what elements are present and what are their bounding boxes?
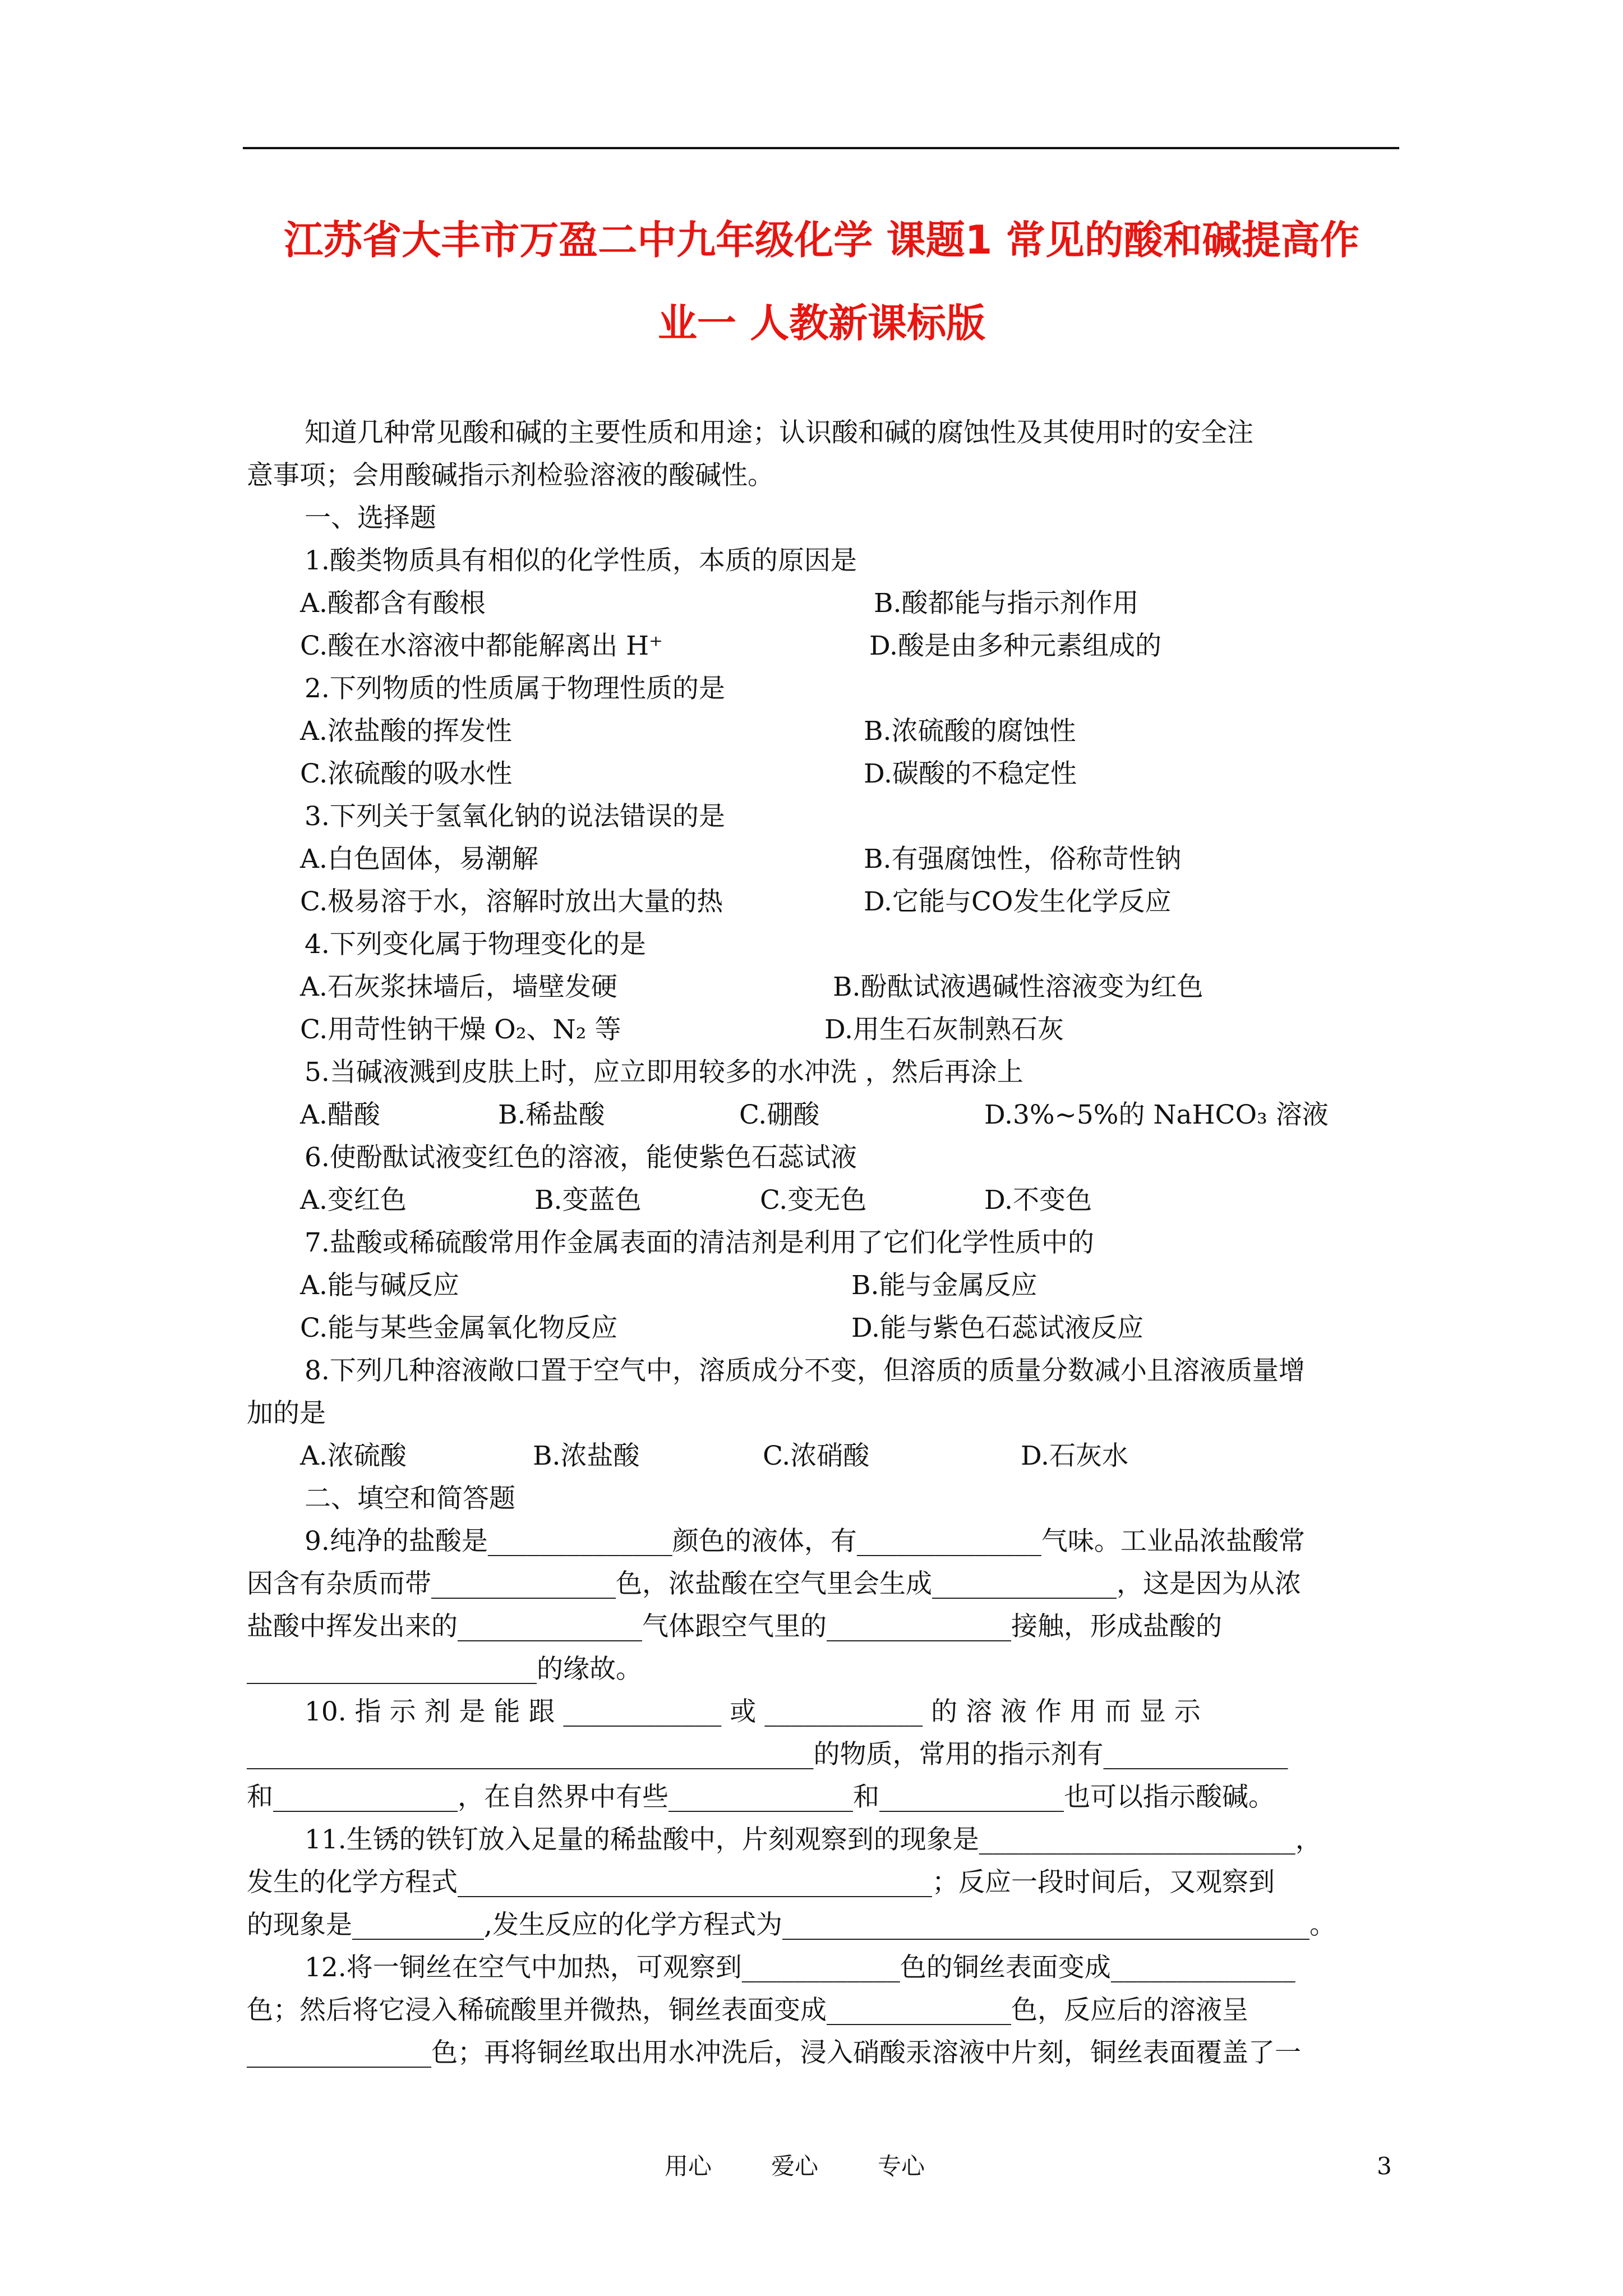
question-7-option-d: D.能与紫色石蕊试液反应 (851, 1313, 1144, 1343)
question-9-line4: ______________________的缘故。 (247, 1654, 642, 1685)
question-8-option-b: B.浓盐酸 (533, 1441, 640, 1471)
question-2-option-a: A.浓盐酸的挥发性 (300, 716, 512, 747)
question-4-option-a: A.石灰浆抹墙后，墙壁发硬 (300, 972, 617, 1002)
question-10-line2: ___________________________________________的物质，常用的指示剂有______________ (247, 1739, 1288, 1770)
footer-text-2: 爱心 (771, 2152, 819, 2180)
question-8-option-a: A.浓硫酸 (300, 1441, 407, 1471)
question-7-option-a: A.能与碱反应 (300, 1270, 459, 1301)
question-12-line1: 12.将一铜丝在空气中加热，可观察到____________色的铜丝表面变成______________ (305, 1952, 1295, 1983)
section-heading-choice: 一、选择题 (305, 503, 436, 533)
question-4-option-c: C.用苛性钠干燥 O₂、N₂ 等 (300, 1014, 621, 1045)
footer-text-3: 专心 (878, 2152, 925, 2180)
question-1-option-d: D.酸是由多种元素组成的 (869, 631, 1161, 661)
question-2-option-c: C.浓硫酸的吸水性 (300, 758, 513, 789)
question-5-option-b: B.稀盐酸 (498, 1099, 605, 1130)
question-1-option-a: A.酸都含有酸根 (300, 588, 486, 619)
section-heading-fill: 二、填空和简答题 (305, 1483, 515, 1514)
question-2-option-b: B.浓硫酸的腐蚀性 (864, 716, 1076, 747)
question-11-line2: 发生的化学方程式____________________________________；反应一段时间后，又观察到 (247, 1867, 1275, 1898)
question-10-line3: 和______________，在自然界中有些______________和______________也可以指示酸碱。 (247, 1782, 1275, 1812)
question-8-stem-line2: 加的是 (247, 1398, 326, 1429)
question-9-line2: 因含有杂质而带______________色，浓盐酸在空气里会生成______________，这是因为从浓 (247, 1568, 1301, 1599)
question-2-option-d: D.碳酸的不稳定性 (864, 758, 1077, 789)
question-7-option-c: C.能与某些金属氧化物反应 (300, 1313, 618, 1343)
question-5-option-a: A.醋酸 (300, 1099, 380, 1130)
question-8-stem-line1: 8.下列几种溶液敞口置于空气中，溶质成分不变，但溶质的质量分数减小且溶液质量增 (305, 1355, 1305, 1386)
question-5-stem: 5.当碱液溅到皮肤上时，应立即用较多的水冲洗 ，然后再涂上 (305, 1057, 1023, 1088)
page-number: 3 (1377, 2152, 1392, 2180)
question-10-line1: 10. 指 示 剂 是 能 跟 ____________ 或 ____________ 的 溶 液 作 用 而 显 示 (305, 1696, 1201, 1727)
question-6-option-b: B.变蓝色 (534, 1185, 642, 1216)
question-7-stem: 7.盐酸或稀硫酸常用作金属表面的清洁剂是利用了它们化学性质中的 (305, 1227, 1094, 1258)
question-4-option-b: B.酚酞试液遇碱性溶液变为红色 (833, 972, 1204, 1002)
question-3-option-c: C.极易溶于水，溶解时放出大量的热 (300, 886, 723, 917)
header-rule (243, 147, 1399, 149)
question-8-option-d: D.石灰水 (1021, 1441, 1128, 1471)
question-9-line3: 盐酸中挥发出来的______________气体跟空气里的______________接触，形成盐酸的 (247, 1611, 1222, 1642)
question-1-option-c: C.酸在水溶液中都能解离出 H⁺ (300, 631, 663, 661)
question-12-line3: ______________色；再将铜丝取出用水冲洗后，浸入硝酸汞溶液中片刻，铜丝表面覆盖了一 (247, 2037, 1301, 2068)
question-7-option-b: B.能与金属反应 (851, 1270, 1038, 1301)
question-3-option-b: B.有强腐蚀性，俗称苛性钠 (864, 844, 1182, 875)
question-6-option-a: A.变红色 (300, 1185, 407, 1216)
question-8-option-c: C.浓硝酸 (763, 1441, 870, 1471)
question-6-option-d: D.不变色 (984, 1185, 1092, 1216)
question-12-line2: 色；然后将它浸入稀硫酸里并微热，铜丝表面变成______________色，反应后的溶液呈 (247, 1995, 1248, 2026)
question-3-option-a: A.白色固体，易潮解 (300, 844, 538, 875)
question-11-line3: 的现象是__________,发生反应的化学方程式为________________________________________。 (247, 1910, 1336, 1940)
question-11-line1: 11.生锈的铁钉放入足量的稀盐酸中，片刻观察到的现象是________________________， (305, 1824, 1322, 1855)
intro-line2: 意事项；会用酸碱指示剂检验溶液的酸碱性。 (247, 460, 774, 491)
footer-text-1: 用心 (665, 2152, 712, 2180)
question-1-option-b: B.酸都能与指示剂作用 (874, 588, 1139, 619)
question-4-stem: 4.下列变化属于物理变化的是 (305, 929, 646, 960)
question-3-option-d: D.它能与CO发生化学反应 (864, 886, 1172, 917)
question-1-stem: 1.酸类物质具有相似的化学性质，本质的原因是 (305, 545, 857, 576)
question-5-option-c: C.硼酸 (739, 1099, 820, 1130)
question-4-option-d: D.用生石灰制熟石灰 (824, 1014, 1064, 1045)
question-9-line1: 9.纯净的盐酸是______________颜色的液体，有______________气味。工业品浓盐酸常 (305, 1526, 1305, 1557)
question-6-option-c: C.变无色 (760, 1185, 867, 1216)
page-title-line2: 业一 人教新课标版 (657, 300, 986, 346)
page-title-line1: 江苏省大丰市万盈二中九年级化学 课题1 常见的酸和碱提高作 (284, 217, 1359, 263)
question-6-stem: 6.使酚酞试液变红色的溶液，能使紫色石蕊试液 (305, 1142, 857, 1173)
question-2-stem: 2.下列物质的性质属于物理性质的是 (305, 673, 725, 704)
question-3-stem: 3.下列关于氢氧化钠的说法错误的是 (305, 801, 725, 832)
question-5-option-d: D.3%~5%的 NaHCO₃ 溶液 (984, 1099, 1329, 1130)
intro-line1: 知道几种常见酸和碱的主要性质和用途；认识酸和碱的腐蚀性及其使用时的安全注 (305, 417, 1253, 448)
